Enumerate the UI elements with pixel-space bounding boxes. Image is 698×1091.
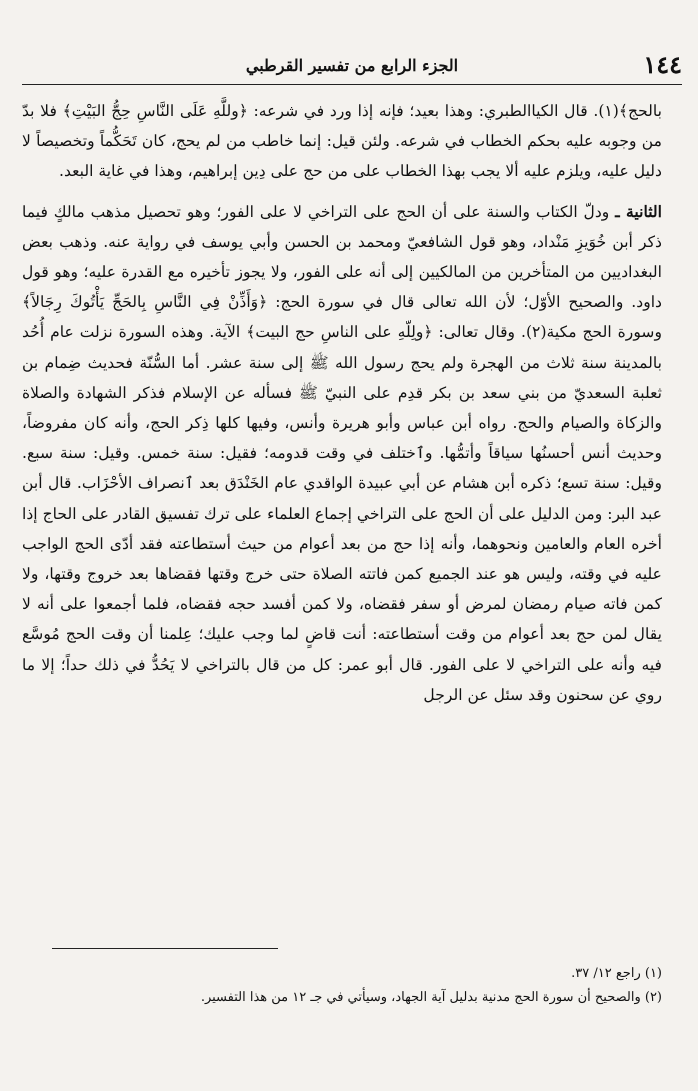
running-title: الجزء الرابع من تفسير القرطبي: [245, 56, 459, 75]
footnote-divider: [52, 948, 278, 949]
paragraph-text: بالحج﴾(١). قال الكياالطبري: وهذا بعيد؛ فإنه إذا ورد في شرعه: ﴿وللَّهِ عَلَى النَّاسِ حِجُّ البَيْتِ﴾ فلا بدّ من وجوبه عليه بحكم الخطاب في شرعه. ولئن قيل: إنما خاطب من لم يحج، كان تَحَكُّماً وتخصيصاً لا دليل عليه، ويلزم عليه ألا يجب بهذا الخطاب على من حج على دِين إبراهيم، وهذا في غاية البعد.: [22, 102, 662, 181]
paragraph: [22, 197, 662, 710]
paragraph-text: ودلّ الكتاب والسنة على أن الحج على التراخي لا على الفور؛ وهو تحصيل مذهب مالكٍ فيما ذكر أبن خُوَيزِ مَنْداد، وهو قول الشافعيّ ومحمد بن الحسن وأبي يوسف في رواية عنه. وذهب بعض البغداديين من المتأخرين من المالكيين إلى أنه على الفور، ولا يجوز تأخيره مع القدرة عليه؛ وهو قول داود. والصحيح الأوّل؛ لأن الله تعالى قال في سورة الحج: ﴿وَأَذِّنْ فِي النَّاسِ بِالحَجِّ يَأْتُوكَ رِجَالاً﴾ وسورة الحج مكية(٢). وقال تعالى: ﴿ولِلّهِ على الناسِ حج البيت﴾ الآية. وهذه السورة نزلت عام أُحُد بالمدينة سنة ثلاث من الهجرة ولم يحج رسول الله ﷺ إلى سنة عشر. أما السُّنّة فحديث ضِمام بن ثعلبة السعديّ من بني سعد بن بكر قدِم على النبيّ ﷺ فسأله عن الإسلام فذكر الشهادة والصلاة والزكاة والصيام والحج. رواه أبن عباس وأبو هريرة وأنس، وفيها كلها ذِكر الحج، وأنه كان مفروضاً، وحديث أنس أحسنُها سياقاً وأتمُّها. وٱختلف في وقت قدومه؛ فقيل: سنة خمس. وقيل: سنة سبع. وقيل: سنة تسع؛ ذكره أبن هشام عن أبي عبيدة الواقدي عام الخَنْدَق بعد ٱنصراف الأحْزَاب. قال أبن عبد البر: ومن الدليل على أن الحج على التراخي إجماع العلماء على ترك تفسيق القادر على الحاج إذا أخره العام والعامين ونحوهما، وأنه إذا حج من بعد أعوام من حيث أستطاعته فقد أدّى الحج الواجب عليه في وقته، وليس هو عند الجميع كمن فاتته الصلاة حتى خرج وقتها فقضاها بعد خروج وقتها، ولا كمن فاته صيام رمضان لمرض أو سفر فقضاه، ولا كمن أفسد حجه فقضاه، فلما أجمعوا على أنه لا يقال لمن حج بعد أعوام من وقت أستطاعته: أنت قاضٍ لما وجب عليك؛ عِلمنا أن وقت الحج مُوسَّع فيه وأنه على التراخي لا على الفور. قال أبو عمر: كل من قال بالتراخي لا يَحُدُّ في ذلك حداً؛ إلا ما روي عن سحنون وقد سئل عن الرجل: [22, 202, 662, 704]
paragraph: [22, 96, 662, 187]
main-text: [22, 96, 662, 720]
section-lead: الثانية ـ: [615, 201, 662, 221]
footnote: (١) راجع ١٢/ ٣٧.: [571, 966, 662, 981]
footnotes: [22, 962, 662, 1010]
page-header: [22, 50, 682, 85]
footnote: (٢) والصحيح أن سورة الحج مدنية بدليل آية الجهاد، وسيأتي في جـ ١٢ من هذا التفسير.: [200, 990, 662, 1005]
page-number: ١٤٤: [643, 50, 682, 79]
